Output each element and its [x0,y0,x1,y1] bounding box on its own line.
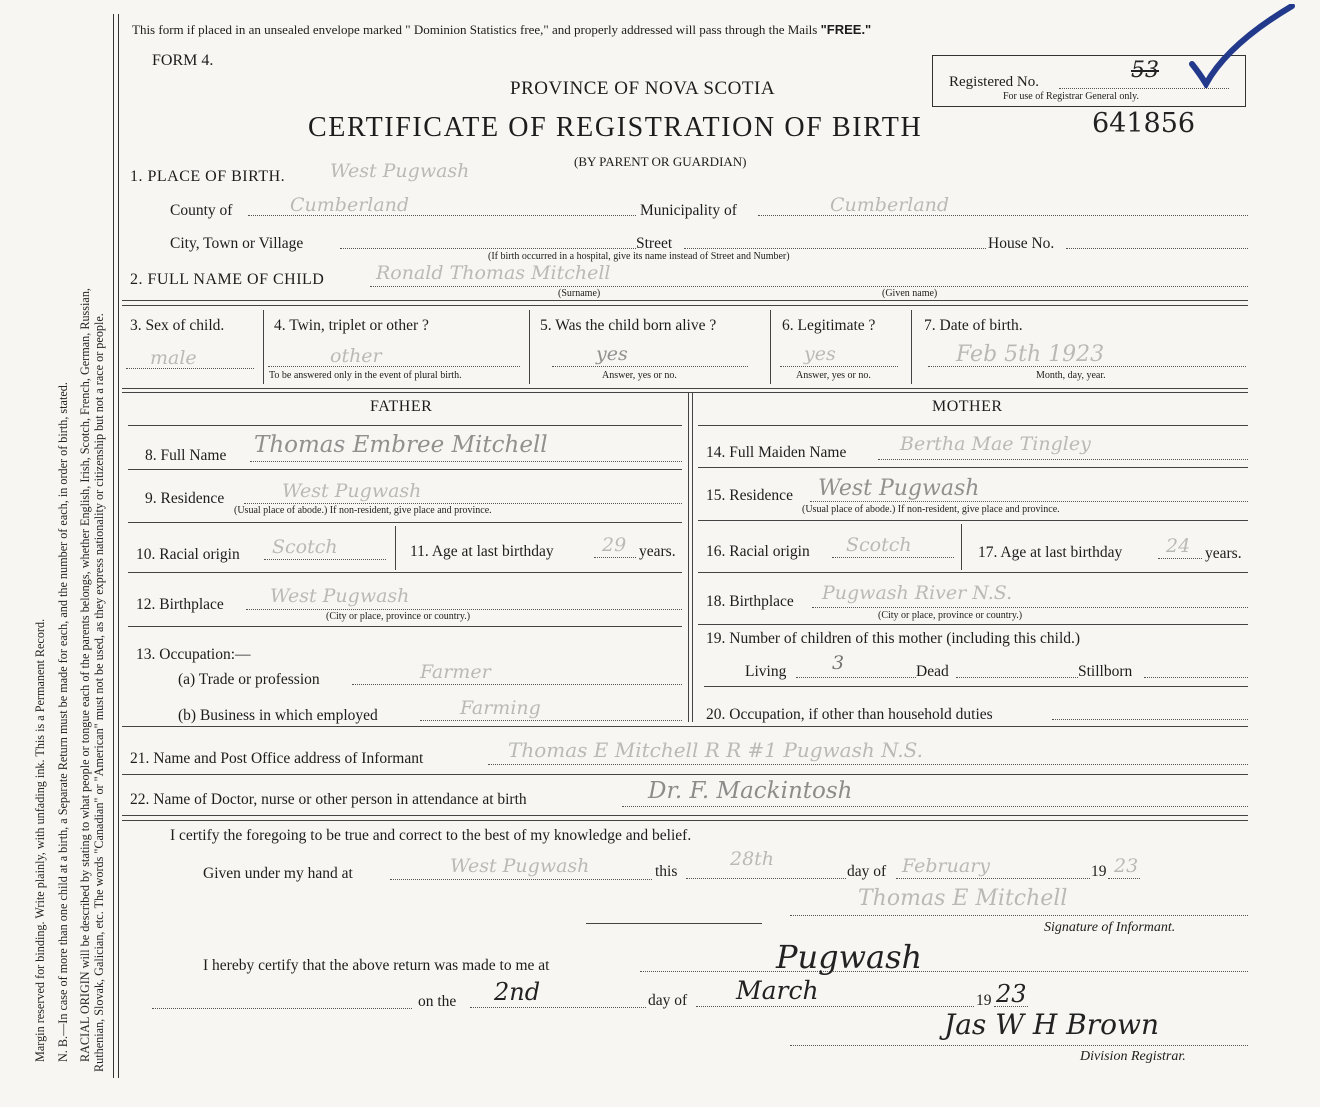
date-of-birth-note: Month, day, year. [1036,370,1106,381]
born-alive-value: yes [596,343,628,365]
father-residence-label: 9. Residence [145,490,225,507]
mother-birthplace-value: Pugwash River N.S. [822,582,1013,604]
mother-age-value: 24 [1166,535,1191,557]
place-of-birth-label: 1. PLACE OF BIRTH. [130,168,286,185]
father-racial-origin-label: 10. Racial origin [136,546,240,563]
on-the-label: on the [418,993,457,1010]
margin-rule [113,14,114,1078]
day-of-label: day of [847,863,887,880]
father-heading: FATHER [370,398,433,415]
mother-birthplace-label: 18. Birthplace [706,593,794,610]
sex-label: 3. Sex of child. [130,317,225,334]
father-age-label: 11. Age at last birthday [410,543,554,560]
mother-racial-origin-value: Scotch [846,534,912,556]
father-trade-label: (a) Trade or profession [178,671,320,688]
registrar-year-value: 23 [996,980,1027,1008]
doctor-value: Dr. F. Mackintosh [648,778,853,804]
twin-note: To be answered only in the event of plural birth. [269,370,462,381]
legitimate-note: Answer, yes or no. [796,370,871,381]
margin-rule-inner [118,14,119,1078]
child-name-label: 2. FULL NAME OF CHILD [130,271,325,288]
born-alive-note: Answer, yes or no. [602,370,677,381]
checkmark-icon [1188,4,1298,88]
registration-number-handwritten: 641856 [1092,108,1196,139]
legitimate-value: yes [804,343,836,365]
date-of-birth-label: 7. Date of birth. [924,317,1023,334]
mother-children-label: 19. Number of children of this mother (including this child.) [706,630,1081,647]
hospital-note: (If birth occurred in a hospital, give its name instead of Street and Number) [488,251,790,262]
on-the-day-value: 2nd [494,978,541,1006]
mother-racial-origin-label: 16. Racial origin [706,543,810,560]
mother-residence-value: West Pugwash [818,476,980,501]
margin-note-racial-origin-1: RACIAL ORIGIN will be described by stating to what people or tongue each of the parents belongs, whether English, Irish, Scotch, French, German, Russian, [78,288,92,1062]
mother-maiden-name-value: Bertha Mae Tingley [900,433,1091,455]
mother-birthplace-note: (City or place, province or country.) [878,610,1023,621]
form-number: FORM 4. [152,52,214,69]
sex-value: male [150,347,197,369]
father-residence-value: West Pugwash [282,480,422,502]
mother-occupation-label: 20. Occupation, if other than household duties [706,706,993,723]
certificate-subtitle: (BY PARENT OR GUARDIAN) [574,154,747,169]
year-value: 23 [1114,855,1139,877]
registered-label: Registered No. [949,74,1039,90]
city-label: City, Town or Village [170,235,304,252]
registered-note: For use of Registrar General only. [1003,91,1139,102]
mother-heading: MOTHER [932,398,1003,415]
father-birthplace-value: West Pugwash [270,585,410,607]
day-of-label-registrar: day of [648,992,688,1009]
margin-note-multiple-births: N. B.—In case of more than one child at a birth, a Separate Return must be made for each, and the number of each, in order of birth, stated. [56,382,70,1062]
father-racial-origin-value: Scotch [272,536,338,558]
informant-signature-label: Signature of Informant. [1044,920,1176,935]
registrar-signature: Jas W H Brown [944,1008,1160,1041]
given-place-value: West Pugwash [450,855,590,877]
father-residence-note: (Usual place of abode.) If non-resident, give place and province. [234,505,492,516]
given-under-label: Given under my hand at [203,865,353,882]
mother-age-unit: years. [1205,545,1242,562]
registrar-month-value: March [736,976,819,1005]
registered-number: 53 [1131,58,1159,83]
father-age-value: 29 [602,534,627,556]
this-label: this [655,863,678,880]
province-heading: PROVINCE OF NOVA SCOTIA [510,78,776,99]
father-trade-value: Farmer [420,661,491,683]
given-name-note: (Given name) [882,288,938,299]
informant-value: Thomas E Mitchell R R #1 Pugwash N.S. [508,738,923,762]
certify-statement: I certify the foregoing to be true and correct to the best of my knowledge and belief. [170,827,692,844]
place-of-birth-value: West Pugwash [330,160,470,182]
margin-note-racial-origin-2: Ruthenian, Slovak, Galician, etc. The words "Canadian" or "American" must not be used, as they express nationality or citizenship but not a race or people. [92,313,106,1072]
division-registrar-label: Division Registrar. [1080,1049,1186,1064]
county-label: County of [170,202,233,219]
doctor-label: 22. Name of Doctor, nurse or other person in attendance at birth [130,791,527,808]
father-birthplace-label: 12. Birthplace [136,596,224,613]
father-occupation-label: 13. Occupation:— [136,646,251,663]
father-business-label: (b) Business in which employed [178,707,378,724]
margin-note-binding: Margin reserved for binding. Write plainly, with unfading ink. This is a Permanent Record. [33,618,47,1062]
father-birthplace-note: (City or place, province or country.) [326,611,471,622]
mother-maiden-name-label: 14. Full Maiden Name [706,444,847,461]
month-value: February [902,855,991,877]
father-name-label: 8. Full Name [145,447,227,464]
certificate-title: CERTIFICATE OF REGISTRATION OF BIRTH [308,112,923,143]
child-name-value: Ronald Thomas Mitchell [376,262,611,284]
born-alive-label: 5. Was the child born alive ? [540,317,717,334]
registrar-year-prefix: 19 [976,992,992,1009]
house-number-label: House No. [988,235,1055,252]
stillborn-label: Stillborn [1078,663,1133,680]
father-age-unit: years. [639,543,676,560]
twin-label: 4. Twin, triplet or other ? [274,317,429,334]
county-value: Cumberland [290,194,410,216]
mother-residence-note: (Usual place of abode.) If non-resident, give place and province. [802,504,1060,515]
father-name-value: Thomas Embree Mitchell [254,432,548,458]
street-label: Street [636,235,673,252]
municipality-label: Municipality of [640,202,737,219]
date-of-birth-value: Feb 5th 1923 [956,342,1105,367]
registrar-statement: I hereby certify that the above return was made to me at [203,957,550,974]
municipality-value: Cumberland [830,194,950,216]
legitimate-label: 6. Legitimate ? [782,317,876,334]
mail-note: This form if placed in an unsealed envelope marked " Dominion Statistics free," and properly addressed will pass through the Mails "FREE." [132,22,872,37]
informant-signature: Thomas E Mitchell [858,886,1068,911]
father-business-value: Farming [460,697,541,719]
year-prefix: 19 [1091,863,1107,880]
this-day-value: 28th [730,848,775,870]
mother-residence-label: 15. Residence [706,487,793,504]
living-value: 3 [832,652,845,674]
surname-note: (Surname) [558,288,601,299]
dead-label: Dead [916,663,949,680]
informant-label: 21. Name and Post Office address of Informant [130,750,424,767]
living-label: Living [745,663,787,680]
twin-value: other [330,345,382,367]
registrar-place-value: Pugwash [776,938,923,976]
mother-age-label: 17. Age at last birthday [978,544,1123,561]
